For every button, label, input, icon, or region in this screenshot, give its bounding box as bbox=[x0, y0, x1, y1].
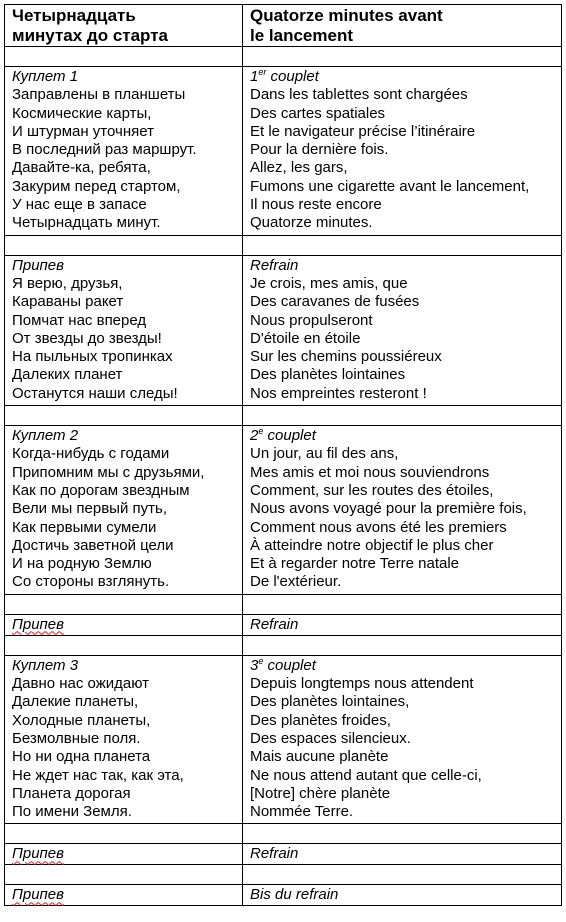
lyric-line: И штурман уточняет bbox=[12, 122, 154, 140]
refrain-repeat-row bbox=[5, 844, 562, 865]
lyric-line: Я верю, друзья, bbox=[12, 274, 123, 292]
lyric-line: Космические карты, bbox=[12, 104, 152, 122]
spacer-row bbox=[5, 47, 562, 67]
lyric-line: Comment nous avons été les premiers bbox=[250, 518, 507, 536]
lyric-line: Давайте-ка, ребята, bbox=[12, 159, 151, 177]
lyric-line: Nous propulseront bbox=[250, 311, 373, 329]
stanza-title bbox=[250, 68, 555, 86]
stanza-title: Куплет 2 bbox=[12, 427, 79, 445]
lyric-line: Des planètes lointaines, bbox=[250, 693, 410, 711]
lyric-line: Вели мы первый путь, bbox=[12, 500, 167, 518]
header-russian-line: Четырнадцать bbox=[12, 6, 136, 25]
lyric-line: Il nous reste encore bbox=[250, 196, 382, 214]
spacer-row bbox=[5, 406, 562, 426]
lyric-line: У нас еще в запасе bbox=[12, 196, 147, 214]
lyric-line: Со стороны взглянуть. bbox=[12, 573, 170, 591]
stanza-word: couplet bbox=[263, 656, 316, 674]
stanza-number: 2 bbox=[250, 427, 259, 445]
lyric-line: От звезды до звезды! bbox=[12, 329, 162, 347]
lyric-line: Далеких планет bbox=[12, 366, 123, 384]
lyric-line: Как по дорогам звездным bbox=[12, 481, 190, 499]
lyric-line: Но ни одна планета bbox=[12, 748, 151, 766]
header-french-line: le lancement bbox=[250, 26, 353, 45]
lyric-line: Pour la dernière fois. bbox=[250, 141, 389, 159]
verse-2-french bbox=[243, 426, 562, 595]
lyric-line: Des cartes spatiales bbox=[250, 104, 386, 122]
ordinal-suffix: e bbox=[258, 655, 264, 666]
refrain-french bbox=[243, 255, 562, 405]
lyric-line: Заправлены в планшеты bbox=[12, 86, 186, 104]
stanza-title: Припев bbox=[12, 845, 64, 863]
lyric-line: Je crois, mes amis, que bbox=[250, 274, 408, 292]
lyric-line: À atteindre notre objectif le plus cher bbox=[250, 536, 494, 554]
lyric-line: В последний раз маршрут. bbox=[12, 141, 197, 159]
lyric-line: Закурим перед стартом, bbox=[12, 177, 181, 195]
lyric-line: Далекие планеты, bbox=[12, 693, 139, 711]
lyric-line: Nos empreintes resteront ! bbox=[250, 384, 427, 402]
stanza-title: Refrain bbox=[250, 256, 299, 274]
refrain-bis-row bbox=[5, 885, 562, 906]
lyric-line: [Notre] chère planète bbox=[250, 784, 391, 802]
lyric-line: Останутся наши следы! bbox=[12, 384, 178, 402]
header-row bbox=[5, 5, 562, 47]
verse-1-french bbox=[243, 67, 562, 236]
lyric-line: Как первыми сумели bbox=[12, 518, 157, 536]
lyrics-table bbox=[4, 4, 562, 906]
stanza-number: 1 bbox=[250, 68, 259, 85]
spacer-row bbox=[5, 235, 562, 255]
refrain-repeat-russian bbox=[5, 614, 243, 635]
lyric-line: Des caravanes de fusées bbox=[250, 293, 420, 311]
header-russian-line: минутах до старта bbox=[12, 26, 168, 45]
verse-2-russian bbox=[5, 426, 243, 595]
spacer-row bbox=[5, 865, 562, 885]
lyric-line: Nous avons voyagé pour la première fois, bbox=[250, 500, 527, 518]
header-french-line: Quatorze minutes avant bbox=[250, 6, 443, 25]
stanza-number: 3 bbox=[250, 656, 259, 674]
lyric-line: Des planètes froides, bbox=[250, 711, 391, 729]
stanza-title: Припев bbox=[12, 615, 64, 633]
refrain-row bbox=[5, 255, 562, 405]
stanza-title: Припев bbox=[12, 256, 64, 274]
verse-1-row bbox=[5, 67, 562, 236]
stanza-title: Refrain bbox=[250, 845, 299, 863]
header-russian bbox=[5, 5, 243, 47]
lyric-line: Холодные планеты, bbox=[12, 711, 151, 729]
lyric-line: D'étoile en étoile bbox=[250, 329, 361, 347]
stanza-title: Куплет 3 bbox=[12, 656, 79, 674]
refrain-repeat-russian bbox=[5, 844, 243, 865]
lyric-line: Припомним мы с друзьями, bbox=[12, 463, 205, 481]
lyric-line: Помчат нас вперед bbox=[12, 311, 147, 329]
lyric-line: Dans les tablettes sont chargées bbox=[250, 86, 468, 104]
stanza-word: couplet bbox=[263, 427, 316, 445]
verse-3-row bbox=[5, 655, 562, 824]
lyric-line: Когда-нибудь с годами bbox=[12, 445, 170, 463]
ordinal-suffix: er bbox=[258, 67, 267, 77]
lyric-line: Не ждет нас так, как эта, bbox=[12, 766, 184, 784]
lyric-line: Достичь заветной цели bbox=[12, 536, 174, 554]
lyric-line: Depuis longtemps nous attendent bbox=[250, 675, 474, 693]
spacer-row bbox=[5, 824, 562, 844]
spacer-row bbox=[5, 594, 562, 614]
stanza-title: Куплет 1 bbox=[12, 68, 79, 85]
refrain-bis-russian bbox=[5, 885, 243, 906]
verse-3-russian bbox=[5, 655, 243, 824]
stanza-title: Refrain bbox=[250, 615, 299, 633]
lyric-line: Des espaces silencieux. bbox=[250, 729, 411, 747]
lyric-line: На пыльных тропинках bbox=[12, 348, 173, 366]
lyric-line: De l'extérieur. bbox=[250, 573, 342, 591]
stanza-title bbox=[250, 427, 555, 445]
refrain-bis-french bbox=[243, 885, 562, 906]
spacer-row bbox=[5, 635, 562, 655]
lyric-line: Караваны ракет bbox=[12, 293, 124, 311]
ordinal-suffix: e bbox=[258, 426, 264, 437]
lyric-line: Fumons une cigarette avant le lancement, bbox=[250, 177, 530, 195]
refrain-repeat-row bbox=[5, 614, 562, 635]
lyric-line: Ne nous attend autant que celle-ci, bbox=[250, 766, 482, 784]
lyric-line: Mes amis et moi nous souviendrons bbox=[250, 463, 490, 481]
stanza-title bbox=[250, 657, 555, 675]
lyric-line: И на родную Землю bbox=[12, 555, 152, 573]
lyric-line: Четырнадцать минут. bbox=[12, 214, 161, 232]
lyric-line: Des planètes lointaines bbox=[250, 366, 406, 384]
lyric-line: Давно нас ожидают bbox=[12, 675, 150, 693]
header-french bbox=[243, 5, 562, 47]
stanza-title: Bis du refrain bbox=[250, 886, 339, 904]
stanza-word: couplet bbox=[266, 68, 319, 85]
verse-1-russian bbox=[5, 67, 243, 236]
refrain-repeat-french bbox=[243, 844, 562, 865]
stanza-title: Припев bbox=[12, 886, 64, 904]
refrain-repeat-french bbox=[243, 614, 562, 635]
lyric-line: Nommée Terre. bbox=[250, 803, 354, 821]
lyric-line: Et le navigateur précise l’itinéraire bbox=[250, 122, 476, 140]
lyric-line: Comment, sur les routes des étoiles, bbox=[250, 481, 494, 499]
lyric-line: Et à regarder notre Terre natale bbox=[250, 555, 460, 573]
lyric-line: Quatorze minutes. bbox=[250, 214, 373, 232]
lyric-line: Sur les chemins poussiéreux bbox=[250, 348, 442, 366]
lyric-line: Mais aucune planète bbox=[250, 748, 389, 766]
lyric-line: По имени Земля. bbox=[12, 803, 132, 821]
refrain-russian bbox=[5, 255, 243, 405]
lyric-line: Un jour, au fil des ans, bbox=[250, 445, 399, 463]
verse-2-row bbox=[5, 426, 562, 595]
lyric-line: Allez, les gars, bbox=[250, 159, 348, 177]
verse-3-french bbox=[243, 655, 562, 824]
lyric-line: Планета дорогая bbox=[12, 784, 131, 802]
lyric-line: Безмолвные поля. bbox=[12, 729, 141, 747]
